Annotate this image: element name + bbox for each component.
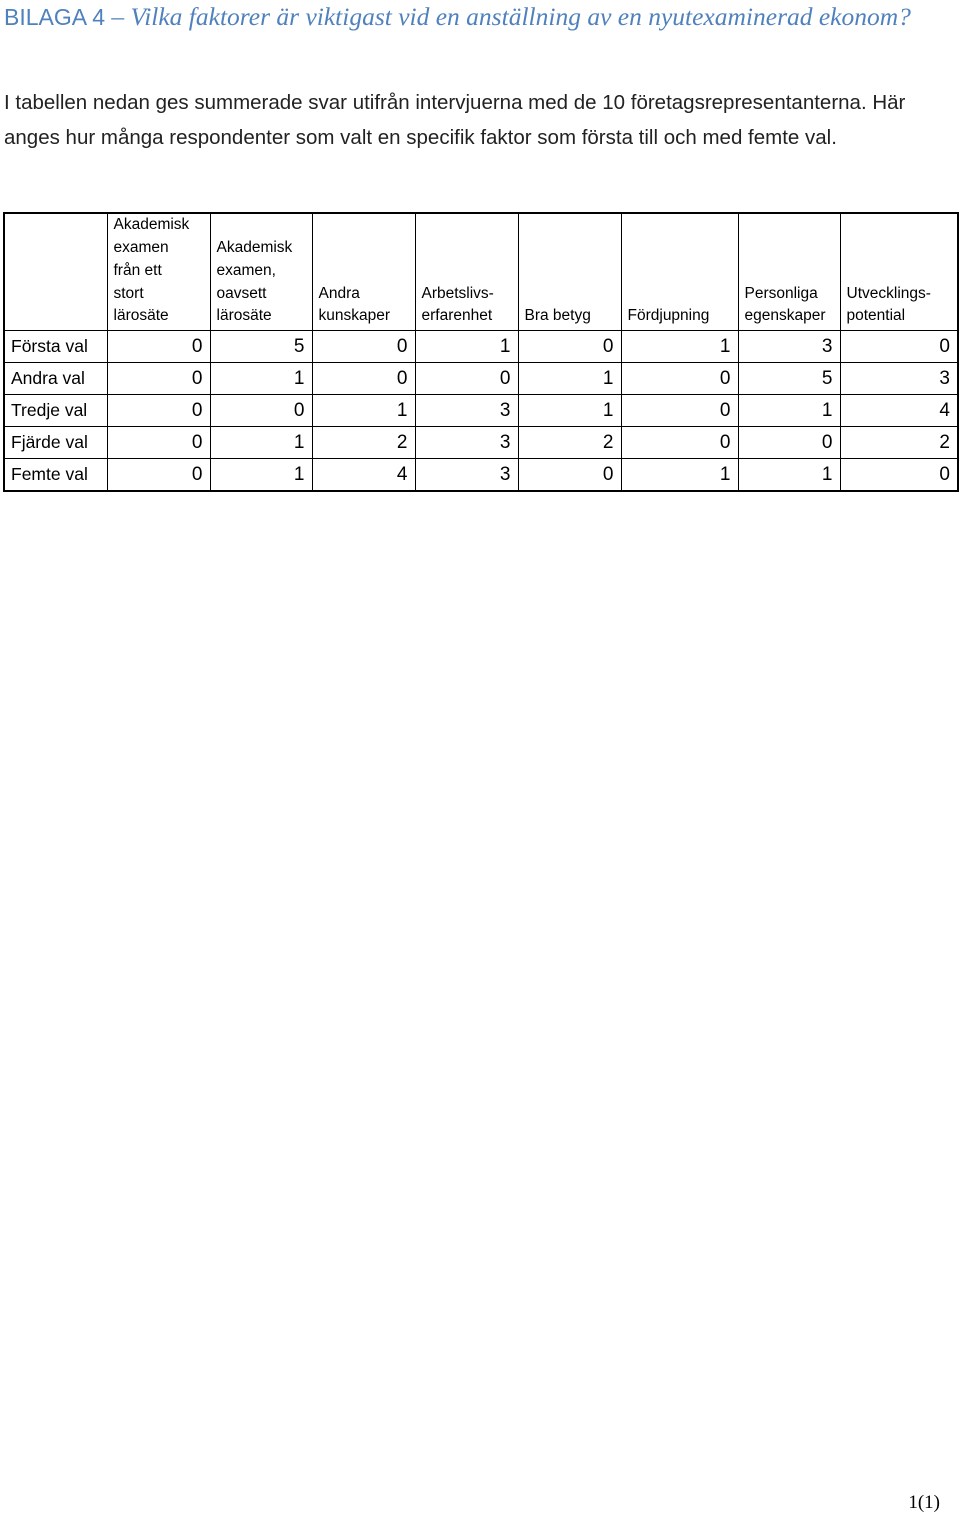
column-header-line: egenskaper [744, 307, 826, 325]
column-header-line: examen [113, 239, 169, 257]
table-cell: 0 [312, 331, 415, 363]
table-cell: 1 [312, 395, 415, 427]
intro-paragraph: I tabellen nedan ges summerade svar utifrån intervjuerna med de 10 företagsrepresentanterna. Här anges hur många respondenter som valt en specifik faktor som första till och med femte val. [4, 91, 906, 149]
corner-cell [4, 213, 107, 331]
table-cell: 1 [738, 395, 840, 427]
column-header-line: lärosäte [216, 307, 272, 325]
table-cell: 3 [415, 395, 518, 427]
table-row [4, 459, 958, 492]
table-cell: 4 [312, 459, 415, 492]
table-header-row [4, 213, 958, 331]
appendix-title: Vilka faktorer är viktigast vid en anställning av en nyutexaminerad ekonom? [130, 2, 911, 31]
column-header-line: Andra [318, 284, 360, 302]
column-header-line: examen, [216, 261, 276, 279]
table-cell: 0 [840, 459, 958, 492]
table-row [4, 331, 958, 363]
appendix-label: BILAGA 4 [4, 4, 106, 30]
column-header [738, 213, 840, 331]
table-row [4, 363, 958, 395]
column-header-line: erfarenhet [421, 307, 493, 325]
column-header-line: Akademisk [113, 216, 190, 234]
table-cell: 3 [415, 427, 518, 459]
row-label: Femte val [4, 459, 107, 492]
table-cell: 0 [518, 459, 621, 492]
table-cell: 4 [840, 395, 958, 427]
table-cell: 0 [415, 363, 518, 395]
table-cell: 2 [840, 427, 958, 459]
table-cell: 0 [107, 363, 210, 395]
column-header-line: Fördjupning [627, 307, 710, 325]
column-header [840, 213, 958, 331]
column-header [107, 213, 210, 331]
column-header-line: Utvecklings- [846, 284, 931, 302]
column-header [621, 213, 738, 331]
column-header-line: Personliga [744, 284, 818, 302]
column-header [210, 213, 312, 331]
column-header-line: potential [846, 307, 906, 325]
factor-ranking-table [3, 212, 959, 492]
table-cell: 0 [107, 459, 210, 492]
table-cell: 1 [518, 395, 621, 427]
row-label: Tredje val [4, 395, 107, 427]
table-cell: 0 [621, 363, 738, 395]
table-cell: 0 [312, 363, 415, 395]
column-header-line: oavsett [216, 284, 267, 302]
row-label: Andra val [4, 363, 107, 395]
column-header-line: Arbetslivs- [421, 284, 494, 302]
table-row [4, 427, 958, 459]
column-header [312, 213, 415, 331]
column-header-line: kunskaper [318, 307, 391, 325]
table-cell: 1 [518, 363, 621, 395]
table-cell: 5 [738, 363, 840, 395]
table-cell: 0 [621, 427, 738, 459]
table-cell: 0 [738, 427, 840, 459]
column-header-line: från ett [113, 261, 162, 279]
column-header-line: lärosäte [113, 307, 169, 325]
table-cell: 2 [312, 427, 415, 459]
table-cell: 0 [621, 395, 738, 427]
table-cell: 1 [210, 427, 312, 459]
table-cell: 3 [738, 331, 840, 363]
table-row [4, 395, 958, 427]
column-header [518, 213, 621, 331]
column-header [415, 213, 518, 331]
table-cell: 3 [415, 459, 518, 492]
table-cell: 2 [518, 427, 621, 459]
table-cell: 0 [518, 331, 621, 363]
heading-dash: – [105, 2, 131, 31]
column-header-line: Bra betyg [524, 307, 591, 325]
table-cell: 0 [107, 427, 210, 459]
page-number: 1(1) [908, 1492, 940, 1513]
column-header-line: Akademisk [216, 239, 293, 257]
table-cell: 0 [210, 395, 312, 427]
table-cell: 1 [210, 459, 312, 492]
table-cell: 1 [621, 331, 738, 363]
table-cell: 3 [840, 363, 958, 395]
table-body [4, 331, 958, 492]
table-cell: 1 [738, 459, 840, 492]
row-label: Fjärde val [4, 427, 107, 459]
column-header-line: stort [113, 284, 144, 302]
table-cell: 1 [415, 331, 518, 363]
table-cell: 1 [210, 363, 312, 395]
table-cell: 0 [107, 395, 210, 427]
table-cell: 1 [621, 459, 738, 492]
row-label: Första val [4, 331, 107, 363]
table-cell: 0 [107, 331, 210, 363]
appendix-heading [4, 0, 949, 34]
table-cell: 0 [840, 331, 958, 363]
table-cell: 5 [210, 331, 312, 363]
